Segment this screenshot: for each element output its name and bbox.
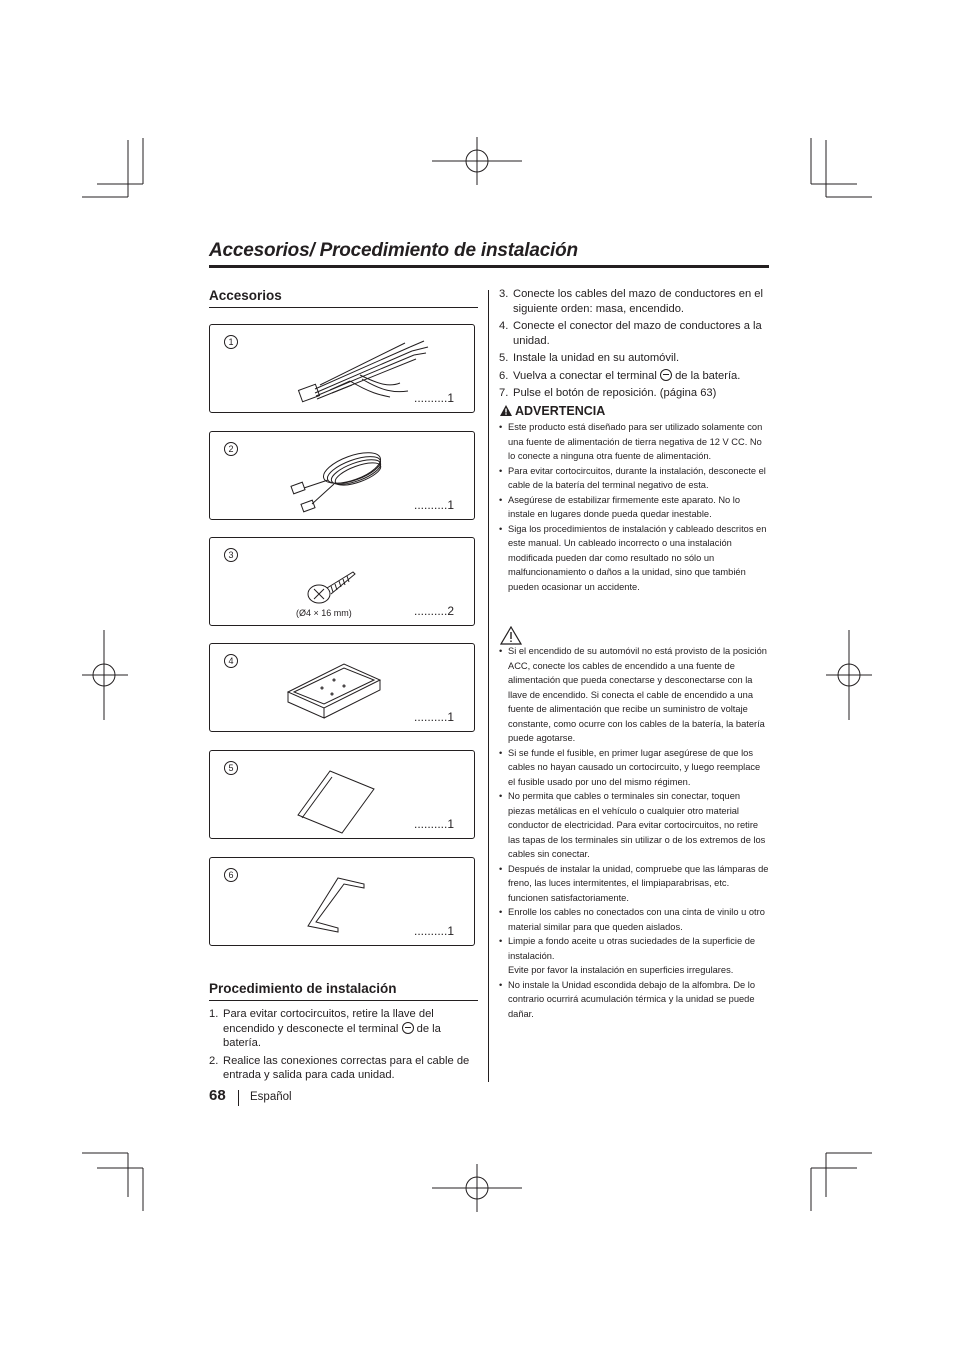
accessory-box-1 xyxy=(209,324,475,413)
page-language: Español xyxy=(250,1091,292,1103)
accessory-number: 3 xyxy=(224,548,238,562)
footer-separator xyxy=(238,1090,239,1106)
accessory-box-6 xyxy=(209,857,475,946)
accessory-quantity: ..........1 xyxy=(413,817,454,831)
accessory-quantity: ..........1 xyxy=(413,391,454,405)
extraction-key-icon xyxy=(298,872,378,938)
caution-item: • Después de instalar la unidad, compruebe que las lámparas de freno, las luces intermitentes, el limpiaparabrisas, etc. funcionen satisfactoriamente. xyxy=(499,862,769,906)
accessory-quantity: ..........1 xyxy=(413,710,454,724)
accessory-quantity: ..........1 xyxy=(413,498,454,512)
manual-icon xyxy=(292,765,382,835)
mounting-sleeve-icon xyxy=(282,658,392,722)
caution-item: • Limpie a fondo aceite u otras suciedades de la superficie de instalación. xyxy=(499,934,769,963)
install-step: 2. Realice las conexiones correctas para el cable de entrada y salida para cada unidad. xyxy=(209,1054,470,1081)
warning-icon xyxy=(500,405,512,416)
accessory-box-3 xyxy=(209,537,475,626)
accessory-number: 6 xyxy=(224,868,238,882)
column-divider xyxy=(488,290,489,1082)
screw-icon xyxy=(305,564,365,608)
accessory-box-5 xyxy=(209,750,475,839)
install-step: 1. Para evitar cortocircuitos, retire la llave del encendido y desconecte el terminal de la batería. xyxy=(209,1008,441,1049)
negative-terminal-icon xyxy=(402,1022,414,1034)
accessory-box-4 xyxy=(209,643,475,732)
accessory-number: 1 xyxy=(224,335,238,349)
caution-item: • No permita que cables o terminales sin conectar, toquen piezas metálicas en el vehículo o cualquier otro material conductor de electricidad. Para evitar cortocircuitos, no retire las tapas de los terminales sin utilizar o de los extremos de los cables sin conectar. xyxy=(499,789,769,862)
warning-item: • Para evitar cortocircuitos, durante la instalación, desconecte el cable de la batería del terminal negativo de esta. xyxy=(499,464,769,493)
caution-item: • No instale la Unidad escondida debajo de la alfombra. De lo contrario ocurrirá acumulación térmica y la unidad se puede dañar. xyxy=(499,978,769,1022)
install-step: 4. Conecte el conector del mazo de conductores a la unidad. xyxy=(499,320,762,347)
accesorios-rule xyxy=(209,307,478,308)
warning-item: • Siga los procedimientos de instalación y cableado descritos en este manual. Un cableado incorrecto o una instalación modificada pueden dar como resultado no sólo un malfuncionamiento o daños a la unidad, sino que también pueden ocasionar un accidente. xyxy=(499,522,769,595)
advertencia-heading: ADVERTENCIA xyxy=(500,404,605,418)
coiled-cable-icon xyxy=(282,442,402,516)
warning-item: • Este producto está diseñado para ser utilizado solamente con una fuente de alimentación de tierra negativa de 12 V CC. No lo conecte a ninguna otra fuente de alimentación. xyxy=(499,420,769,464)
page-title: Accesorios/ Procedimiento de instalación xyxy=(209,240,578,261)
caution-item: • Si se funde el fusible, en primer lugar asegúrese de que los cables no hayan causado un cortocircuito, y luego reemplace el fusible usado por uno del mismo régimen. xyxy=(499,746,769,790)
install-steps-left xyxy=(209,1007,474,1086)
negative-terminal-icon xyxy=(660,369,672,381)
caution-icon xyxy=(500,626,522,645)
accessory-number: 2 xyxy=(224,442,238,456)
screw-size-note: (Ø4 × 16 mm) xyxy=(296,608,352,618)
advertencia-list xyxy=(499,420,769,594)
page-number: 68 xyxy=(209,1087,226,1104)
precaucion-list xyxy=(499,644,769,1021)
accessory-quantity: ..........1 xyxy=(413,924,454,938)
install-step: 7. Pulse el botón de reposición. (página 63) xyxy=(499,387,717,399)
wire-harness-icon xyxy=(290,335,430,405)
install-steps-right xyxy=(499,287,767,404)
accessory-quantity: ..........2 xyxy=(413,604,454,618)
procedimiento-heading: Procedimiento de instalación xyxy=(209,981,397,996)
title-rule xyxy=(209,265,769,268)
accessory-number: 4 xyxy=(224,654,238,668)
accesorios-heading: Accesorios xyxy=(209,288,282,303)
procedimiento-rule xyxy=(209,1000,478,1001)
caution-item: • Enrolle los cables no conectados con una cinta de vinilo u otro material similar para que queden aislados. xyxy=(499,905,769,934)
install-step: 6. Vuelva a conectar el terminal de la batería. xyxy=(499,369,741,382)
caution-item: • Si el encendido de su automóvil no está provisto de la posición ACC, conecte los cables de encendido a una fuente de alimentación que pueda conectarse y desconectarse con la llave de encendido. Si conecta el cable de encendido a una fuente de alimentación que recibe un suministro de voltaje constante, como ocurre con los cables de la batería, la batería puede agotarse. xyxy=(499,644,769,746)
install-step: 5. Instale la unidad en su automóvil. xyxy=(499,352,680,364)
accessory-box-2 xyxy=(209,431,475,520)
caution-note: Evite por favor la instalación en superficies irregulares. xyxy=(508,965,734,975)
warning-item: • Asegúrese de estabilizar firmemente este aparato. No lo instale en lugares donde pueda quedar inestable. xyxy=(499,493,769,522)
install-step: 3. Conecte los cables del mazo de conductores en el siguiente orden: masa, encendido. xyxy=(499,288,764,315)
accessory-number: 5 xyxy=(224,761,238,775)
